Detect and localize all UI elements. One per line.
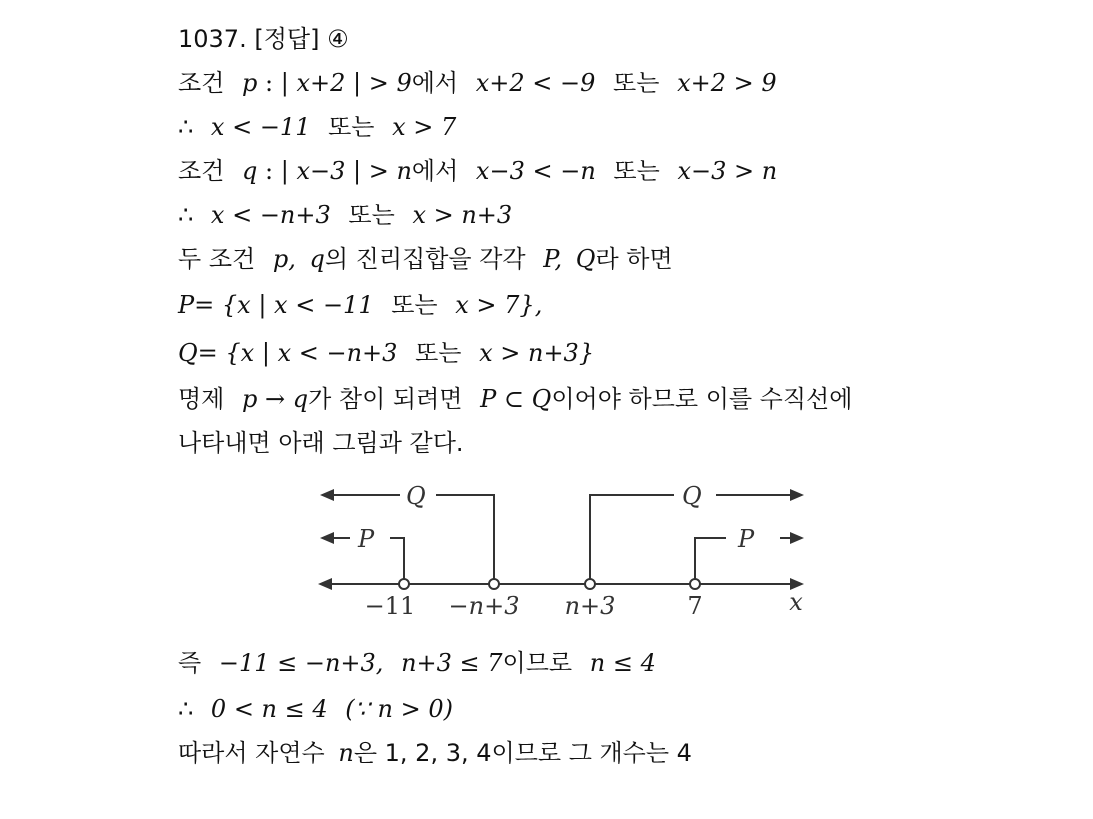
text: 가 참이 되려면	[308, 385, 463, 413]
text: 은 1, 2, 3, 4이므로 그 개수는 4	[353, 739, 692, 767]
open-point	[399, 579, 409, 589]
label-Q-left: Q	[406, 482, 426, 510]
text: 또는	[415, 339, 462, 367]
figure-intro	[178, 426, 464, 460]
set-Q: Q	[575, 245, 596, 273]
P-left-bracket	[390, 538, 404, 584]
set-expression: x > 7},	[455, 291, 543, 319]
answer-choice: ④	[327, 25, 349, 53]
text: 라 하면	[595, 245, 673, 273]
inequality: n+3 ≤ 7	[401, 649, 503, 677]
text: 이어야 하므로 이를 수직선에	[551, 385, 853, 413]
var-p: p,	[272, 245, 296, 273]
final-answer-line	[178, 736, 692, 770]
reason: (∵ n > 0)	[345, 695, 454, 723]
set-expression: P= {x | x < −11	[178, 291, 374, 319]
Q-right-bracket	[590, 495, 674, 584]
set-P: P,	[543, 245, 563, 273]
inequality: x−3 > n	[677, 157, 778, 185]
label-P-left: P	[358, 525, 375, 553]
P-left-arrow	[320, 532, 334, 544]
truth-set-intro	[178, 242, 673, 276]
text: 의 진리집합을 각각	[324, 245, 526, 273]
set-Q-definition	[178, 336, 594, 370]
var-q: q	[242, 157, 258, 185]
inequality: −11 ≤ −n+3,	[218, 649, 384, 677]
label-P-right: P	[738, 525, 755, 553]
tick-label: n+3	[564, 592, 616, 620]
tick-label: −11	[364, 592, 416, 620]
therefore-q-line	[178, 198, 512, 232]
range-line	[178, 692, 453, 726]
tick-label: −n+3	[448, 592, 520, 620]
inequality: x < −n+3	[210, 201, 331, 229]
proposition-line	[178, 382, 852, 416]
inequality: 0 < n ≤ 4	[210, 695, 328, 723]
inequality: x > 7	[392, 113, 457, 141]
number-line-figure	[310, 478, 810, 628]
inequality: x+2 > 9	[677, 69, 777, 97]
var-p: p	[242, 69, 258, 97]
text: 또는	[391, 291, 438, 319]
axis-arrow-left	[318, 578, 332, 590]
inequality: x+2 < −9	[475, 69, 596, 97]
text: 조건	[178, 69, 225, 97]
condition-q-line: 조건 q : | x−3 | > n에서 x−3 < −n 또는 x−3 > n	[178, 157, 778, 185]
answer-header	[178, 22, 349, 56]
var-q: q	[309, 245, 325, 273]
inequality: x < −11	[210, 113, 311, 141]
therefore-symbol: ∴	[178, 201, 194, 229]
label-Q-right: Q	[682, 482, 702, 510]
set-expression: x > n+3}	[479, 339, 595, 367]
inequality: x−3 < −n	[475, 157, 596, 185]
inequality: x > n+3	[412, 201, 513, 229]
text: 또는	[613, 157, 660, 185]
text: 따라서 자연수	[178, 739, 325, 767]
text: 즉	[178, 649, 202, 677]
text: 또는	[348, 201, 395, 229]
text: 조건	[178, 157, 225, 185]
proposition: p → q	[242, 385, 309, 413]
text: 명제	[178, 385, 225, 413]
open-point	[585, 579, 595, 589]
answer-label: [정답]	[254, 25, 320, 53]
P-right-arrow	[790, 532, 804, 544]
Q-left-bracket	[436, 495, 494, 584]
text: 또는	[328, 113, 375, 141]
subset-relation: P ⊂ Q	[480, 385, 552, 413]
open-point	[489, 579, 499, 589]
tick-label: 7	[687, 592, 703, 620]
text: 이므로	[502, 649, 573, 677]
set-expression: Q= {x | x < −n+3	[178, 339, 398, 367]
open-point	[690, 579, 700, 589]
axis-label: x	[789, 588, 803, 616]
text: 에서	[411, 157, 459, 185]
condition-p-line: 조건 p : | x+2 | > 9에서 x+2 < −9 또는 x+2 > 9	[178, 69, 777, 97]
P-right-bracket	[695, 538, 726, 584]
condition-expression: | x−3 | > n	[280, 157, 412, 185]
text: 에서	[411, 69, 459, 97]
text: 두 조건	[178, 245, 256, 273]
therefore-p-line	[178, 110, 456, 144]
problem-number: 1037.	[178, 25, 247, 53]
var-n: n	[338, 739, 354, 767]
condition-expression: | x+2 | > 9	[280, 69, 412, 97]
text: 또는	[613, 69, 660, 97]
set-P-definition	[178, 288, 542, 322]
therefore-symbol: ∴	[178, 695, 194, 723]
inequality: n ≤ 4	[589, 649, 656, 677]
Q-left-arrow	[320, 489, 334, 501]
text: 나타내면 아래 그림과 같다.	[178, 429, 464, 457]
Q-right-arrow	[790, 489, 804, 501]
therefore-symbol: ∴	[178, 113, 194, 141]
conclusion-line	[178, 646, 656, 680]
